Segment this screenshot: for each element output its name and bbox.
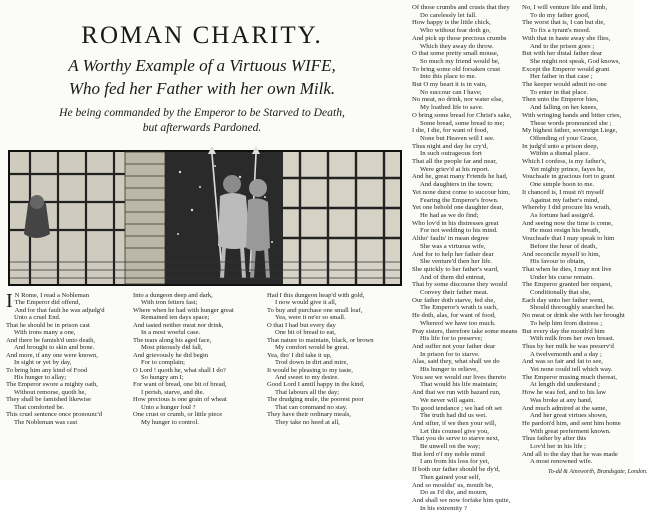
verse-line: The Emperor swore a mighty oath, [6,381,98,389]
verse-line: And for to help her father dear [412,250,494,258]
verse-line: For to complain; [141,359,185,367]
verse-line: To fix a tyrant's mood. [530,27,591,35]
verse-line: No succour can I have; [420,88,482,96]
verse-line: In judg'd unto a prison deep, [522,142,599,150]
verse-line: I now would give it all, [275,299,337,307]
verse-line: That all the people far and near, [412,158,497,166]
verse-line: Thus father by after this [522,435,587,443]
verse-line: One crust or crumb, or little piece [133,411,223,419]
verse-line: And sweet to my desire. [275,373,339,381]
verse-line: Thus by her milk he was preserv'd [522,342,614,350]
verse-line: But every day the mouth'd him [522,327,605,335]
right-verse-column-1 [412,4,518,512]
verse-line: To do my father good, [530,11,590,19]
verse-line: With that in haste away she flies, [522,34,611,42]
verse-line: And falling on her knees, [530,104,598,112]
verse-line: And was so fair and fat to see, [522,358,603,366]
verse-line: That comforted be. [14,403,65,411]
verse-line: I die, I die, for want of food, [412,127,489,135]
verse-line: He had as we do find; [420,211,479,219]
verse-line: In his extremity ? [420,504,467,512]
verse-line: The Emperor did offend, [14,299,81,307]
verse-line: Vouchsafe in gracious fort to grant [522,173,615,181]
verse-line: His favour to obtain, [530,258,586,266]
verse-line: In sight or yet by day, [14,359,72,367]
verse-line: The keeper would admit no one [522,81,607,89]
verse-line: She might not speak, God knows, [530,57,621,65]
verse-line: That would his life maintain; [420,381,498,389]
verse-line: And sifter, if we then your will, [412,419,497,427]
verse-line: Which they away do throw. [420,42,494,50]
verse-line: Be unwell on the way; [420,443,481,451]
verse-line: Some bread, some bread to me; [420,119,505,127]
subtitle-line-2: Who fed her Father with her own Milk. [68,79,336,98]
verse-line: One bit of bread to eat, [275,329,336,337]
verse-line: Most piteously did fall, [141,344,203,352]
verse-line: Trod down in dirt and mire, [275,359,349,367]
verse-line: The tears along his aged face, [133,336,212,344]
verse-line: Conditionally that she, [530,289,591,297]
verse-line: Without remorse, quoth he, [14,388,87,396]
verse-line: Which I confess, is my father's, [522,158,607,166]
verse-line: That when he dies, I may not live [522,265,612,273]
verse-line: And he, great many Friends he had, [412,173,508,181]
verse-line: Do carelessly let fall. [420,11,477,19]
verse-line: O that some pretty small mouse, [412,50,499,58]
verse-line: Under his curse remain. [530,273,594,281]
woodcut-illustration-icon [10,152,400,284]
verse-line: And there be famish'd unto death, [6,336,96,344]
verse-line: With milk from her own breast. [530,335,615,343]
verse-line: Each day unto her father went, [522,296,605,304]
verse-line: They have their ordinary meals, [267,411,352,419]
verse-line: She was a virtuous wife, [420,242,486,250]
verse-line: To good tendance ; we had oft set [412,404,502,412]
drop-cap: I [6,290,13,312]
verse-line: And pick up those precious crumbs [412,34,507,42]
verse-line: No, I will venture life and limb, [522,4,608,11]
verse-line: Her father in that case ; [530,73,593,81]
verse-line: My hunger to control. [141,418,199,426]
verse-line: Within a dismal place. [530,150,590,158]
verse-line: Had I this dungeon heap'd with gold, [267,292,365,299]
verse-line: Before the hour of death, [530,242,598,250]
printer-imprint: To-dd & Ainsworth, Brandsgate, London. [548,469,648,475]
verse-line: As fortune had assign'd. [530,211,595,219]
verse-line: And that we run with hazard run, [412,389,501,397]
verse-line: If both our father should be dy'd, [412,466,500,474]
verse-line: Against my father's mind, [530,196,600,204]
verse-line: That can command no stay. [275,403,348,411]
verse-line: Unto a hunger foul ? [141,403,196,411]
verse-line: The Emperor granted her request, [522,281,613,289]
verse-line: O that I had but every day [267,321,336,329]
verse-line: One simple boon to me. [530,181,595,189]
verse-line: And for that fault he was adjudg'd [14,306,105,314]
verse-line: In such outrageous fort [420,150,482,158]
verse-line: So much my friend would be, [420,57,500,65]
verse-line: With irons many a one, [14,329,76,337]
verse-line: And more, if any one were known, [6,351,98,359]
verse-line: And seeing now the time is come, [522,219,613,227]
verse-line: Into a dungeon deep and dark, [133,292,213,299]
verse-line: Were griev'd at his report. [420,165,490,173]
verse-line: With wringing hands and bitter cries, [522,111,622,119]
verse-column-2 [133,292,258,426]
verse-line: I perish, starve, and die. [141,388,205,396]
verse-line: The drudging mule, the poorest poor [267,396,364,404]
verse-line: To bring him any kind of Food [6,366,88,374]
verse-line: And much admired at the same, [522,404,608,412]
right-verse-column-2 [522,4,631,466]
verse-line: Vouchsafe that I may speak to him [522,235,615,243]
verse-line: At length did understand ; [530,381,600,389]
verse-line: This cruel sentence once pronounc'd [6,411,103,419]
verse-line: Let this counsel give you, [420,427,489,435]
verse-line: His hunger to relieve, [420,366,478,374]
verse-line: The worst that is, I can but die, [522,19,606,27]
verse-line: Good Lord I amtil happy in the kind, [267,381,365,389]
verse-line: With iron fetters fast; [141,299,198,307]
verse-line: Yea, tho' I did take it up, [267,351,332,359]
verse-line: Yet mighty prince, fayes he, [530,165,606,173]
verse-line: I am from his loss for yet, [420,458,490,466]
verse-line: A most renowned wife. [530,458,593,466]
verse-line: Yea, were it ne'er so small. [275,314,346,322]
subtitle-line-1: A Worthy Example of a Virtuous WIFE, [68,56,336,75]
verse-line: That he should be in prison cast [6,321,90,329]
verse-line: It chanced is, I must n't myself [522,188,604,196]
verse-line: And reconcile myself to him, [522,250,601,258]
verse-line: To bring some old forsaken crust [412,65,501,73]
verse-line: Remained ten days space; [141,314,210,322]
woodcut-illustration [8,150,402,286]
verse-line: And to the prison goes ; [530,42,595,50]
verse-line: And tasted neither meat nor drink, [133,321,224,329]
ballad-title: ROMAN CHARITY. [81,22,323,49]
verse-line: So hungry am I; [141,373,184,381]
verse-line: Convey their father meat. [420,289,489,297]
verse-line: And grievously he did begin [133,351,209,359]
verse-line: His hunger to allay; [14,373,67,381]
verse-line: We never will again. [420,396,476,404]
verse-line: The Nobleman was cast [14,418,78,426]
verse-line: He must resign his breath, [530,227,601,235]
verse-line: Except the Emperor would grant [522,65,610,73]
verse-line: It would be pleasing to my taste, [267,366,353,374]
verse-line: That labours all the day; [275,388,340,396]
verse-line: Thus night and day he cry'd, [412,142,488,150]
verse-line: Where when he had with hunger great [133,306,234,314]
verse-line: To enter in that place. [530,88,589,96]
verse-line: And so mouldst' us, mouth be, [412,481,494,489]
verse-line: And daughters in the town; [420,181,493,189]
verse-line: That by some discourse they would [412,281,507,289]
verse-line: My comfort would be great. [275,344,350,352]
verse-line: But lord o'f my noble mind [412,450,485,458]
verse-line: Who without fear doth go, [420,27,491,35]
verse-line: Whereof we have too much. [420,319,496,327]
verse-column-1 [6,292,124,426]
verse-line: Yet none could tell which way. [530,366,613,374]
verse-line: Then unto the Emperor hies, [522,96,599,104]
verse-line: Then gained your self, [420,473,481,481]
verse-line: Fearing the Emperor's frown. [420,196,499,204]
verse-line: But with her distal father dear [522,50,603,58]
verse-line: No meat, no drink, nor water else, [412,96,504,104]
verse-line: Of those crumbs and crusts that they [412,4,510,11]
verse-line: And of them did entreat, [420,273,486,281]
description-line-2: but afterwards Pardoned. [142,121,262,134]
verse-line: For want of bread, one bit of bread, [133,381,227,389]
verse-line: My highest father, sovereign Liege, [522,127,618,135]
verse-line: You see we would our lives thereto [412,373,507,381]
verse-line: And her great virtues shown, [530,412,608,420]
verse-line: O bring some bread for Christ's sake, [412,111,512,119]
verse-line: These words pronounced she ; [530,119,612,127]
verse-line: And brought to skin and bone. [14,344,95,352]
verse-line: Into this place to me. [420,73,477,81]
verse-line: Altho' faults' in mean degree [412,235,489,243]
verse-line: To help him from distress ; [530,319,603,327]
verse-line: The truth had did us wet. [420,412,487,420]
verse-line: How precious is one grain of wheat [133,396,227,404]
verse-line: And suffer not your father dear [412,342,496,350]
verse-line: Do as I'd die, and mourn, [420,489,488,497]
description-line-1: He being commanded by the Emperor to be Starved to Death, [59,106,345,119]
verse-line: To buy and purchase one small loaf, [267,306,363,314]
verse-line: She venture'd then her life. [420,258,492,266]
verse-line: That you do serve to starve next, [412,435,500,443]
verse-line: My loathed life to save. [420,104,484,112]
verse-line: No meat or drink she with her brought [522,312,625,320]
verse-line: His life for to preserve; [420,335,483,343]
verse-line: Whereby I did procure his wrath, [522,204,611,212]
verse-line: Our father doth starve, fed she, [412,296,496,304]
verse-line: They shall be famished likewise [6,396,91,404]
verse-line: The Emperor's wrath is such, [420,304,498,312]
verse-line: That nature to maintain, black, or brown [267,336,374,344]
verse-line: How happy is the little chick, [412,19,491,27]
verse-line: Should thoroughly searched be. [530,304,615,312]
verse-line: He doth, alas, for want of food, [412,312,496,320]
verse-line: Lov'd her in his life ; [530,443,586,451]
verse-line: In a most woeful case. [141,329,201,337]
verse-line: In prison for to starve. [420,350,480,358]
verse-line: Yet one behold one daughter dear, [412,204,504,212]
verse-line: But O my heart it is in vain, [412,81,487,89]
verse-line: None but Heaven will I see. [420,134,495,142]
verse-line: Offending of your Grace, [530,134,598,142]
verse-line: Who lov'd in his distresses great [412,219,499,227]
verse-line: And all to the day that he was made [522,450,618,458]
verse-line: N Rome, I read a Nobleman [14,292,90,299]
verse-line: And shall we now forfake him quite, [412,497,511,504]
verse-line: How he was fed, and to his law [522,389,606,397]
verse-line: With great preferment known. [530,427,611,435]
verse-line: O Lord ! quoth he, what shall I do? [133,366,226,374]
verse-line: Yet none durst come to succour him, [412,188,510,196]
verse-line: Pray sisters, therefore take some means [412,327,518,335]
verse-line: They take no heed at all, [275,418,340,426]
verse-line: Unto a cruel End. [14,314,61,322]
verse-line: She quickly to her father's ward, [412,265,499,273]
verse-line: The Emperor musing much thereat, [522,373,617,381]
verse-line: Alas, said they, what shall we do [412,358,500,366]
verse-line: For not wedding to his mind. [420,227,498,235]
verse-line: Was broke at any hand, [530,396,593,404]
verse-line: A twelvemonth and a day ; [530,350,602,358]
verse-column-3 [267,292,400,426]
verse-line: He pardon'd him, and sent him home [522,419,621,427]
